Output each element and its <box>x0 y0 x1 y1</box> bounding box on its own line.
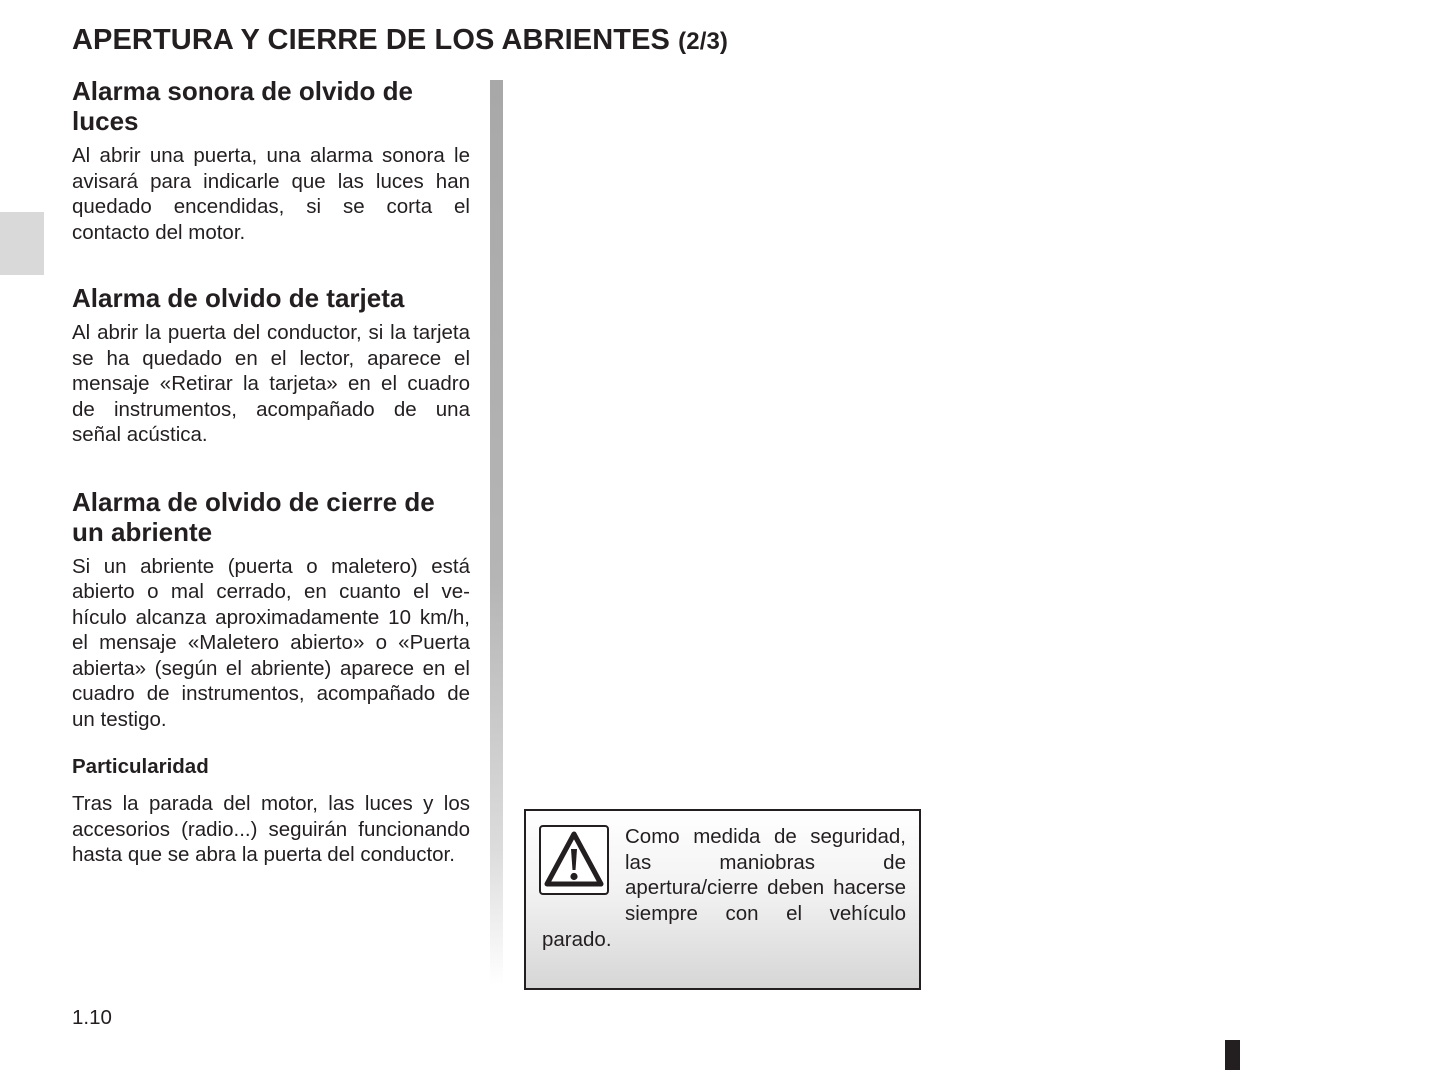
warning-text-content: Como medida de seguridad, las maniobras de apertura/cierre deben hacerse siempre con el vehículo parado. <box>542 825 906 951</box>
warning-box <box>524 809 921 990</box>
section-heading-card-alarm: Alarma de olvido de tarjeta <box>72 283 405 313</box>
column-divider <box>490 80 503 985</box>
warning-text <box>542 824 906 953</box>
icon-text-spacer <box>542 824 625 922</box>
particularity-body: Tras la parada del motor, las luces y los accesorios (radio...) seguirán funcionando hasta que se abra la puerta del conductor. <box>72 792 470 866</box>
page-title <box>72 24 728 57</box>
page-number: 1.10 <box>72 1006 112 1029</box>
section-body-card-alarm: Al abrir la puerta del conductor, si la tarjeta se ha quedado en el lector, aparece el mensaje «Retirar la tarjeta» en el cuadro de instrumentos, acompañado de una señal acústica. <box>72 321 470 446</box>
chapter-tab <box>0 212 44 275</box>
section-heading-lights-alarm: Alarma sonora de olvido de luces <box>72 76 413 136</box>
page-part-indicator: (2/3) <box>678 28 729 55</box>
main-column <box>72 76 470 868</box>
section-heading-opening-alarm: Alarma de olvido de cierre de un abriente <box>72 486 435 547</box>
page-title-text: APERTURA Y CIERRE DE LOS ABRIENTES <box>72 24 670 56</box>
particularity-heading: Particularidad <box>72 755 209 778</box>
section-body-opening-alarm: Si un abriente (puerta o maletero) está abierto o mal cerrado, en cuanto el vehículo alcanza aproximadamente 10 km/h, el mensaje «Maletero abierto» o «Puerta abierta» (según el abriente) aparece en el cuadro de instrumentos, acompañado de un testigo. <box>72 554 470 731</box>
page-edge-marker <box>1225 1040 1240 1070</box>
section-body-lights-alarm: Al abrir una puerta, una alarma sonora le avisará para indicarle que las luces han quedado encendidas, si se corta el contacto del motor. <box>72 144 470 244</box>
